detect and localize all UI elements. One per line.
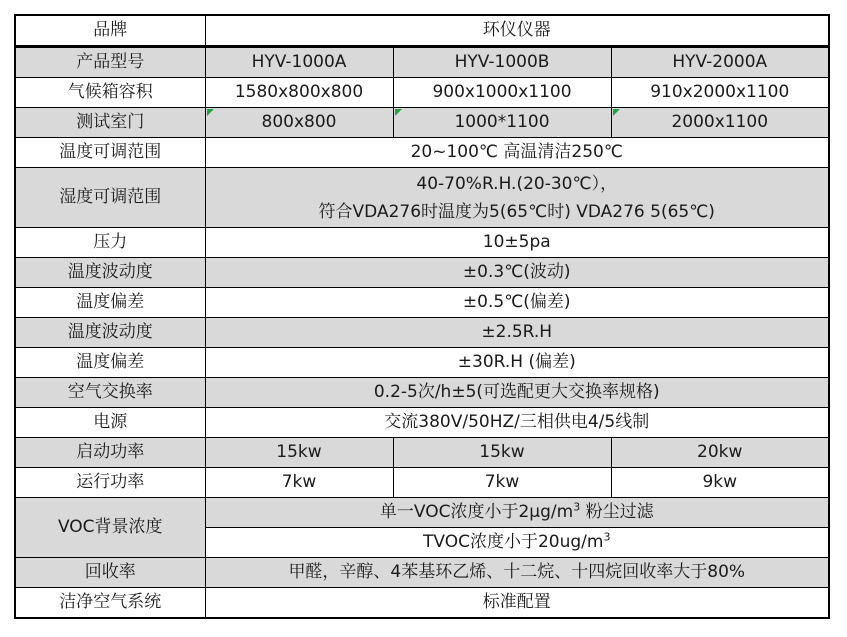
running-power-value-cell-c: 9kw: [611, 468, 829, 498]
row-test-door: [15, 108, 829, 138]
door-value-b: 1000*1100: [454, 112, 550, 133]
door-value-cell-c: [611, 108, 829, 138]
row-recovery-rate: [15, 558, 829, 588]
excel-error-triangle-icon: [207, 109, 214, 116]
voc-background-label-cell: VOC背景浓度: [15, 498, 205, 558]
row-chamber-volume: [15, 78, 829, 108]
humidity-range-value-cell: [205, 168, 829, 228]
excel-error-triangle-icon: [395, 109, 402, 116]
row-startup-power: [15, 438, 829, 468]
brand-value-cell: 环仪仪器: [205, 15, 829, 47]
startup-power-value-cell-b: 15kw: [393, 438, 611, 468]
humidity-deviation-value-cell: ±30R.H (偏差): [205, 348, 829, 378]
row-temp-deviation: [15, 288, 829, 318]
door-label-cell: 测试室门: [15, 108, 205, 138]
power-supply-label-cell: 电源: [15, 408, 205, 438]
temp-range-label-cell: 温度可调范围: [15, 138, 205, 168]
voc-line2-prefix: TVOC浓度小于20ug/m: [423, 532, 604, 553]
excel-error-triangle-icon: [613, 109, 620, 116]
pressure-value-cell: 10±5pa: [205, 228, 829, 258]
voc-background-value-cell-2: [205, 528, 829, 558]
temp-deviation-value-cell: ±0.5℃(偏差): [205, 288, 829, 318]
humidity-fluctuation-label-cell: 温度波动度: [15, 318, 205, 348]
row-humidity-fluctuation: [15, 318, 829, 348]
clean-air-value-cell: 标准配置: [205, 588, 829, 619]
voc-background-value-cell-1: [205, 498, 829, 528]
running-power-label-cell: 运行功率: [15, 468, 205, 498]
door-value-a: 800x800: [261, 112, 337, 133]
row-pressure: [15, 228, 829, 258]
running-power-value-cell-a: 7kw: [205, 468, 393, 498]
door-value-cell-b: [393, 108, 611, 138]
startup-power-label-cell: 启动功率: [15, 438, 205, 468]
voc-line1-prefix: 单一VOC浓度小于2μg/m: [379, 502, 574, 523]
row-clean-air-system: [15, 588, 829, 619]
startup-power-value-cell-c: 20kw: [611, 438, 829, 468]
volume-label-cell: 气候箱容积: [15, 78, 205, 108]
temp-range-value-cell: 20~100℃ 高温清洁250℃: [205, 138, 829, 168]
humidity-range-line1: 40-70%R.H.(20-30℃），: [416, 173, 618, 194]
air-exchange-label-cell: 空气交换率: [15, 378, 205, 408]
voc-line2-superscript: 3: [603, 530, 611, 544]
row-running-power: [15, 468, 829, 498]
pressure-label-cell: 压力: [15, 228, 205, 258]
volume-value-cell-b: 900x1000x1100: [393, 78, 611, 108]
row-humidity-deviation: [15, 348, 829, 378]
spec-table: [14, 14, 830, 619]
row-humidity-range: [15, 168, 829, 228]
voc-line1-superscript: 3: [573, 500, 581, 514]
temp-fluctuation-label-cell: 温度波动度: [15, 258, 205, 288]
volume-value-cell-c: 910x2000x1100: [611, 78, 829, 108]
clean-air-label-cell: 洁净空气系统: [15, 588, 205, 619]
recovery-rate-value-cell: 甲醛，辛醇、4苯基环乙烯、十二烷、十四烷回收率大于80%: [205, 558, 829, 588]
humidity-fluctuation-value-cell: ±2.5R.H: [205, 318, 829, 348]
temp-fluctuation-value-cell: ±0.3℃(波动): [205, 258, 829, 288]
humidity-range-line2: 符合VDA276时温度为5(65℃时) VDA276 5(65℃): [318, 201, 715, 222]
recovery-rate-label-cell: 回收率: [15, 558, 205, 588]
power-supply-value-cell: 交流380V/50HZ/三相供电4/5线制: [205, 408, 829, 438]
door-value-c: 2000x1100: [671, 112, 769, 133]
volume-value-cell-a: 1580x800x800: [205, 78, 393, 108]
model-value-cell-c: HYV-2000A: [611, 47, 829, 78]
row-power-supply: [15, 408, 829, 438]
temp-deviation-label-cell: 温度偏差: [15, 288, 205, 318]
row-air-exchange: [15, 378, 829, 408]
row-model: [15, 47, 829, 78]
humidity-deviation-label-cell: 温度偏差: [15, 348, 205, 378]
air-exchange-value-cell: 0.2-5次/h±5(可选配更大交换率规格): [205, 378, 829, 408]
row-temp-range: [15, 138, 829, 168]
door-value-cell-a: [205, 108, 393, 138]
model-value-cell-b: HYV-1000B: [393, 47, 611, 78]
row-temp-fluctuation: [15, 258, 829, 288]
humidity-range-label-cell: 湿度可调范围: [15, 168, 205, 228]
row-brand: [15, 15, 829, 47]
brand-label-cell: 品牌: [15, 15, 205, 47]
voc-line1-suffix: 粉尘过滤: [580, 502, 654, 523]
running-power-value-cell-b: 7kw: [393, 468, 611, 498]
model-label-cell: 产品型号: [15, 47, 205, 78]
row-voc-background-1: [15, 498, 829, 528]
startup-power-value-cell-a: 15kw: [205, 438, 393, 468]
model-value-cell-a: HYV-1000A: [205, 47, 393, 78]
